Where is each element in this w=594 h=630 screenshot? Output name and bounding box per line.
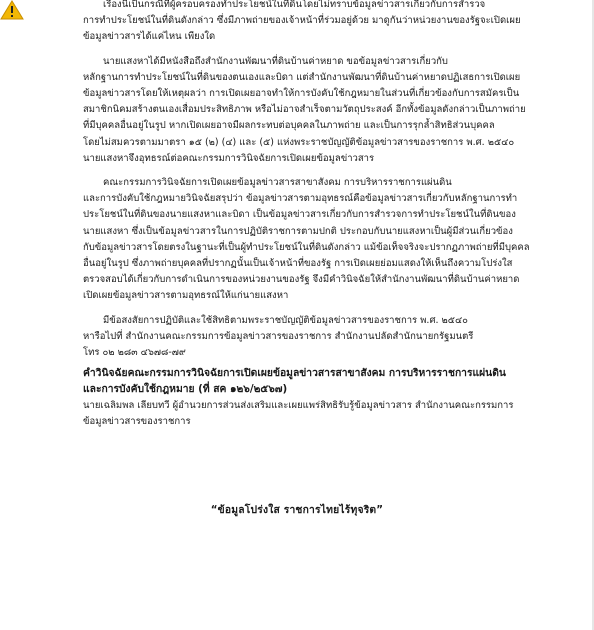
text-line: มีข้อสงสัยการปฏิบัติและใช้สิทธิตามพระราชบัญญัติข้อมูลข่าวสารของราชการ พ.ศ. ๒๕๔๐ [103, 314, 468, 326]
text-line: นายเฉลิมพล เลียบทวี ผู้อำนวยการส่วนส่งเสริมและเผยแพร่สิทธิรับรู้ข้อมูลข่าวสาร สำนักงานคณะกรรมการ [83, 399, 514, 411]
slogan: “ข้อมูลโปร่งใส ราชการไทยไร้ทุจริต” [210, 504, 384, 516]
text-line: หารือไปที่ สำนักงานคณะกรรมการข้อมูลข่าวสารของราชการ สำนักงานปลัดสำนักนายกรัฐมนตรี [83, 330, 474, 342]
intro-block [83, 0, 523, 46]
request-paragraph [83, 54, 526, 167]
ruling-title [83, 365, 523, 397]
phone-line: โทร ๐๒ ๒๘๓ ๔๖๗๘-๗๙ [83, 347, 186, 359]
text-line: ตรวจสอบได้เกี่ยวกับการดำเนินการของหน่วยงานของรัฐ จึงมีคำวินิจฉัยให้สำนักงานพัฒนาที่ดินบ้านค่าหยาด [83, 274, 520, 286]
text-line: หลักฐานการทำประโยชน์ในที่ดินของตนเองและบิดา แต่สำนักงานพัฒนาที่ดินบ้านค่าหยาดปฏิเสธการเปิดเผย [83, 71, 521, 83]
text-line: ข้อมูลข่าวสารโดยให้เหตุผลว่า การเปิดเผยอาจทำให้การบังคับใช้กฎหมายในส่วนที่เกี่ยวข้องกับการสมัครเป็น [83, 88, 520, 100]
text-line: เรื่องนี้เป็นกรณีที่ผู้ครอบครองทำประโยชน์ในที่ดินโดยไม่ทราบข้อมูลข่าวสารเกี่ยวกับการสำรวจ [103, 0, 486, 10]
text-line: ประโยชน์ในที่ดินของนายแสงหาและบิดา เป็นข้อมูลข่าวสารเกี่ยวกับการสำรวจการทำประโยชน์ในที่ดินของ [83, 209, 516, 221]
document-body [83, 0, 530, 430]
text-line: กับข้อมูลข่าวสารโดยตรงในฐานะที่เป็นผู้ทำประโยชน์ในที่ดินดังกล่าว แม้ข้อเท็จจริงจะปรากฏภาพถ่ายที่มีบุคคล [83, 241, 530, 253]
text-line: การทำประโยชน์ในที่ดินดังกล่าว ซึ่งมีภาพถ่ายของเจ้าหน้าที่ร่วมอยู่ด้วย มาดูกันว่าหน่วยงานของรัฐจะเปิดเผย [83, 15, 521, 27]
text-line: ข้อมูลข่าวสารของราชการ [83, 415, 191, 427]
text-line: นายแสงหา ซึ่งเป็นข้อมูลข่าวสารในการปฏิบัติราชการตามปกติ ประกอบกับนายแสงหาเป็นผู้มีส่วนเกี่ยวข้อง [83, 225, 513, 237]
warning-icon [0, 0, 24, 20]
text-line: ข้อมูลข่าวสารได้แค่ไหน เพียงใด [83, 31, 216, 43]
text-line: ที่มีบุคคลอื่นอยู่ในรูป หากเปิดเผยอาจมีผลกระทบต่อบุคคลในภาพถ่าย และเป็นการรุกล้ำสิทธิส่วนบุคคล [83, 120, 495, 132]
text-line: สมาชิกนิคมสร้างตนเองเสื่อมประสิทธิภาพ หรือไม่อาจสำเร็จตามวัตถุประสงค์ อีกทั้งข้อมูลดังกล่าวเป็นภาพถ่าย [83, 104, 526, 116]
author-credit [83, 398, 523, 430]
text-line: เปิดเผยข้อมูลข่าวสารตามอุทธรณ์ให้แก่นายแสงหา [83, 290, 289, 302]
contact-paragraph [83, 313, 523, 362]
text-line: โดยไม่สมควรตามมาตรา ๑๕ (๒) (๔) และ (๕) แห่งพระราชบัญญัติข้อมูลข่าวสารของราชการ พ.ศ. ๒๕๔๐ [83, 136, 515, 148]
text-line: และการบังคับใช้กฎหมาย (ที่ สค ๑๒๖/๒๕๖๗) [83, 383, 288, 396]
text-line: อื่นอยู่ในรูป ซึ่งภาพถ่ายบุคคลที่ปรากฏนั้นเป็นเจ้าหน้าที่ของรัฐ การเปิดเผยย่อมแสดงให้เห็นถึงความโปร่งใส [83, 258, 513, 270]
text-line: และการบังคับใช้กฎหมายวินิจฉัยสรุปว่า ข้อมูลข่าวสารตามอุทธรณ์คือข้อมูลข่าวสารเกี่ยวกับหลักฐานการทำ [83, 193, 518, 205]
decision-paragraph [83, 175, 530, 305]
text-line: คำวินิจฉัยคณะกรรมการวินิจฉัยการเปิดเผยข้อมูลข่าวสารสาขาสังคม การบริหารราชการแผ่นดิน [83, 367, 506, 380]
text-line: คณะกรรมการวินิจฉัยการเปิดเผยข้อมูลข่าวสารสาขาสังคม การบริหารราชการแผ่นดิน [103, 177, 452, 189]
text-line: นายแสงหาจึงอุทธรณ์ต่อคณะกรรมการวินิจฉัยการเปิดเผยข้อมูลข่าวสาร [83, 152, 375, 164]
text-line: นายแสงหาได้มีหนังสือถึงสำนักงานพัฒนาที่ดินบ้านค่าหยาด ขอข้อมูลข่าวสารเกี่ยวกับ [103, 55, 448, 67]
